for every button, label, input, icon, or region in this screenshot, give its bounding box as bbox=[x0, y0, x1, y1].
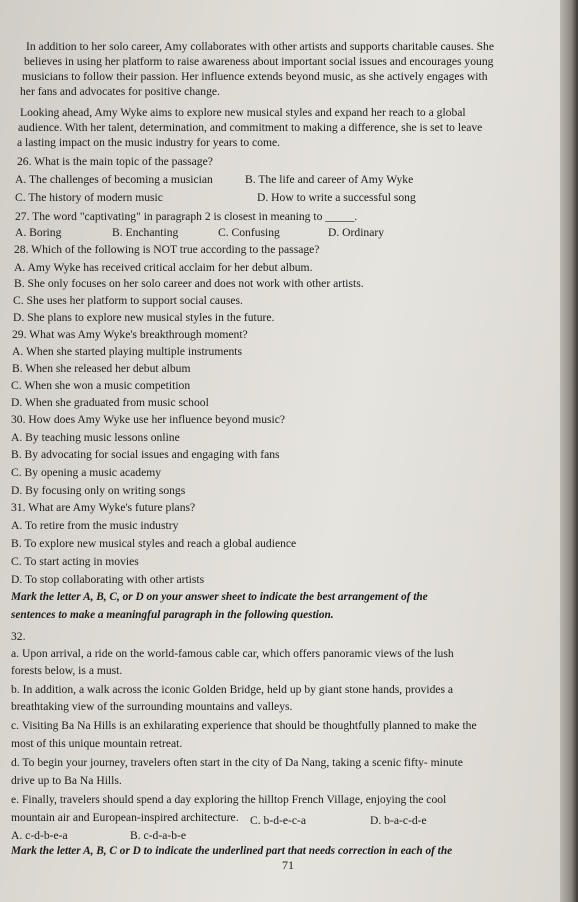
question-26-stem: 26. What is the main topic of the passage? bbox=[17, 155, 213, 168]
q32-sentence-e-cont: mountain air and European-inspired architecture. bbox=[11, 811, 239, 824]
q32-sentence-a: a. Upon arrival, a ride on the world-famous cable car, which offers panoramic views of the lush bbox=[11, 647, 454, 660]
question-30-stem: 30. How does Amy Wyke use her influence beyond music? bbox=[11, 413, 286, 426]
q28-option-d: D. She plans to explore new musical styles in the future. bbox=[13, 311, 275, 324]
passage-line: a lasting impact on the music industry for years to come. bbox=[17, 136, 281, 149]
question-27-stem: 27. The word "captivating" in paragraph 2 is closest in meaning to _____. bbox=[15, 210, 358, 223]
q32-sentence-b: b. In addition, a walk across the iconic Golden Bridge, held up by giant stone hands, provides a bbox=[11, 683, 454, 696]
q32-sentence-d: d. To begin your journey, travelers often start in the city of Da Nang, taking a scenic fifty- minute bbox=[11, 756, 463, 769]
passage-line: In addition to her solo career, Amy collaborates with other artists and supports charitable causes. She bbox=[26, 40, 494, 53]
q29-option-d: D. When she graduated from music school bbox=[11, 396, 209, 409]
q32-option-a: A. c-d-b-e-a bbox=[11, 829, 68, 842]
correction-instruction: Mark the letter A, B, C or D to indicate the underlined part that needs correction in each of the bbox=[11, 845, 453, 857]
q27-option-c: C. Confusing bbox=[218, 226, 280, 239]
q30-option-a: A. By teaching music lessons online bbox=[11, 431, 180, 444]
passage-line: believes in using her platform to raise awareness about important social issues and encourages young bbox=[24, 55, 494, 68]
q30-option-d: D. By focusing only on writing songs bbox=[11, 484, 186, 497]
q28-option-c: C. She uses her platform to support social causes. bbox=[13, 294, 243, 307]
q32-sentence-a-cont: forests below, is a must. bbox=[11, 664, 123, 677]
question-29-stem: 29. What was Amy Wyke's breakthrough moment? bbox=[12, 328, 248, 341]
q30-option-b: B. By advocating for social issues and engaging with fans bbox=[11, 448, 280, 461]
q32-option-d: D. b-a-c-d-e bbox=[370, 814, 427, 827]
q32-sentence-c: c. Visiting Ba Na Hills is an exhilarating experience that should be thoughtfully planned to make the bbox=[11, 719, 477, 732]
q27-option-d: D. Ordinary bbox=[328, 226, 385, 239]
page-edge-shadow bbox=[560, 0, 578, 902]
page-number: 71 bbox=[282, 858, 294, 872]
q30-option-c: C. By opening a music academy bbox=[11, 466, 162, 479]
question-31-stem: 31. What are Amy Wyke's future plans? bbox=[11, 501, 196, 514]
q26-option-a: A. The challenges of becoming a musician bbox=[15, 173, 213, 186]
q26-option-b: B. The life and career of Amy Wyke bbox=[245, 173, 414, 186]
passage-line: audience. With her talent, determination, and commitment to making a difference, she is set to leave bbox=[18, 121, 483, 134]
q28-option-b: B. She only focuses on her solo career and does not work with other artists. bbox=[14, 277, 364, 290]
question-32-number: 32. bbox=[11, 630, 26, 643]
q27-option-b: B. Enchanting bbox=[112, 226, 179, 239]
q29-option-b: B. When she released her debut album bbox=[12, 362, 191, 375]
q32-option-c: C. b-d-e-c-a bbox=[250, 814, 307, 827]
q31-option-c: C. To start acting in movies bbox=[11, 555, 139, 568]
passage-line: her fans and advocates for positive change. bbox=[20, 85, 220, 98]
q32-sentence-b-cont: breathtaking view of the surrounding mountains and valleys. bbox=[11, 700, 293, 713]
q27-option-a: A. Boring bbox=[15, 226, 62, 239]
q29-option-a: A. When she started playing multiple instruments bbox=[12, 345, 243, 358]
q28-option-a: A. Amy Wyke has received critical acclaim for her debut album. bbox=[14, 261, 313, 274]
q32-sentence-e: e. Finally, travelers should spend a day exploring the hilltop French Village, enjoying the cool bbox=[11, 793, 447, 806]
q32-option-b: B. c-d-a-b-e bbox=[130, 829, 187, 842]
passage-line: musicians to follow their passion. Her influence extends beyond music, as she actively engages with bbox=[22, 70, 488, 83]
q32-sentence-c-cont: most of this unique mountain retreat. bbox=[11, 737, 183, 750]
q26-option-d: D. How to write a successful song bbox=[257, 191, 416, 204]
question-28-stem: 28. Which of the following is NOT true according to the passage? bbox=[14, 243, 320, 256]
arrangement-instruction: Mark the letter A, B, C, or D on your answer sheet to indicate the best arrangement of the bbox=[11, 591, 428, 603]
q32-sentence-d-cont: drive up to Ba Na Hills. bbox=[11, 774, 122, 787]
passage-line: Looking ahead, Amy Wyke aims to explore new musical styles and expand her reach to a global bbox=[20, 106, 466, 119]
q31-option-d: D. To stop collaborating with other artists bbox=[11, 573, 205, 586]
arrangement-instruction: sentences to make a meaningful paragraph in the following question. bbox=[11, 609, 334, 621]
q31-option-b: B. To explore new musical styles and reach a global audience bbox=[11, 537, 297, 550]
q29-option-c: C. When she won a music competition bbox=[11, 379, 191, 392]
q26-option-c: C. The history of modern music bbox=[15, 191, 163, 204]
q31-option-a: A. To retire from the music industry bbox=[11, 519, 179, 532]
